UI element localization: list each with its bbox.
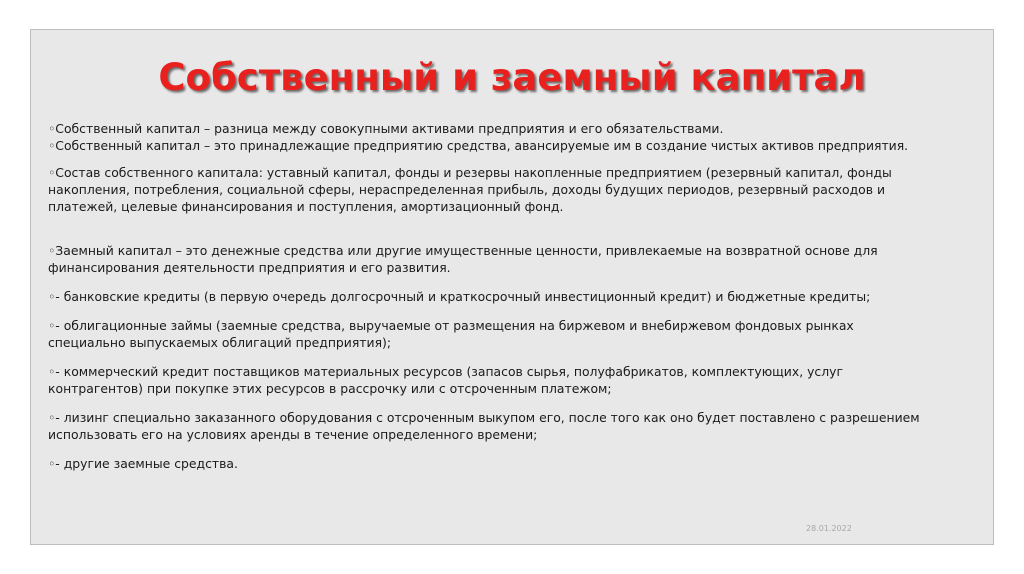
list-item-bank-loans: ◦- банковские кредиты (в первую очередь долгосрочный и краткосрочный инвестиционный кредит) и бюджетные кредиты;: [48, 289, 871, 304]
list-item-other-borrowed: ◦- другие заемные средства.: [48, 456, 238, 471]
list-item-commercial-credit: ◦- коммерческий кредит поставщиков материальных ресурсов (запасов сырья, полуфабрикатов, комплектующих, услуг контрагентов) при покупке этих ресурсов в рассрочку или с отсроченным платежом;: [48, 364, 843, 396]
paragraph-equity-composition: ◦Состав собственного капитала: уставный капитал, фонды и резервы накопленные предприятием (резервный капитал, фонды накопления, потребления, социальной сферы, нераспределенная прибыль, доходы будущих периодов, резервный расходов и платежей, целевые финансирования и поступления, амортизационный фонд.: [48, 165, 892, 214]
slide-title: Собственный и заемный капитал: [158, 56, 866, 99]
slide-body: [48, 120, 928, 472]
paragraph-equity-definition-1: ◦Собственный капитал – разница между совокупными активами предприятия и его обязательствами.: [48, 121, 724, 136]
paragraph-equity-definition-2: ◦Собственный капитал – это принадлежащие предприятию средства, авансируемые им в создание чистых активов предприятия.: [48, 138, 909, 153]
paragraph-debt-definition: ◦Заемный капитал – это денежные средства или другие имущественные ценности, привлекаемые на возвратной основе для финансирования деятельности предприятия и его развития.: [48, 243, 878, 275]
list-item-leasing: ◦- лизинг специально заказанного оборудования с отсроченным выкупом его, после того как оно будет поставлено с разрешением использовать его на условиях аренды в течение определенного времени;: [48, 410, 920, 442]
list-item-bond-loans: ◦- облигационные займы (заемные средства, выручаемые от размещения на биржевом и внебиржевом фондовых рынках специально выпускаемых облигаций предприятия);: [48, 318, 854, 350]
slide-date: 28.01.2022: [806, 524, 852, 533]
